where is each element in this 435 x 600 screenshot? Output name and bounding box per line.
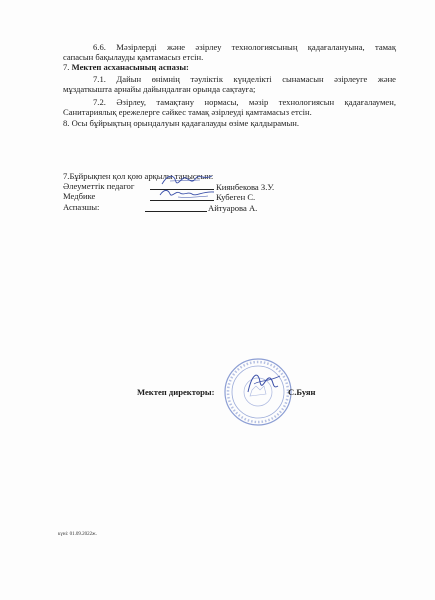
role-label: Медбике [63, 191, 96, 201]
item-7-heading [63, 62, 189, 72]
item-7-2-line2: Санитариялық ережелерге сәйкес тамақ әзірлеуді қамтамасыз етсін. [63, 107, 312, 117]
item-6-6-line1: 6.6. Мәзірлерді және әзірлеу технологиясының қадағалануына, тамақ [93, 42, 396, 52]
acquaintance-heading: 7.Бұйрықпен қол қою арқылы таныссын: [63, 171, 214, 181]
item-8: 8. Осы бұйрықтың орындалуын қадағалауды өзіме қалдырамын. [63, 118, 300, 128]
role-label: Аспазшы: [63, 202, 100, 212]
signature-director [244, 368, 284, 398]
signatory-name: Кубеген С. [216, 192, 256, 202]
acquaintance-row-nurse [63, 191, 95, 201]
signature-nurse [158, 186, 218, 200]
signature-line [145, 203, 207, 212]
acquaintance-row-social-pedagogue [63, 181, 134, 191]
item-7-1-line1: 7.1. Дайын өнімнің тәуліктік күнделікті сынамасын әзірлеуге және [93, 74, 396, 84]
item-7-number: 7. [63, 62, 70, 72]
director-label: Мектеп директоры: [137, 387, 215, 397]
acquaintance-row-cook [63, 202, 99, 212]
role-label: Әлеуметтік педагог [63, 181, 135, 191]
signatory-name: Киянбекова З.У. [216, 182, 275, 192]
item-6-6-line2: сапасын бақылауды қамтамасыз етсін. [63, 52, 204, 62]
item-7-1-line2: мұздаткышта арнайы дайындалған орында сақтауға; [63, 84, 256, 94]
item-7-2-line1: 7.2. Әзірлеу, тамақтану нормасы, мәзір технологиясын қадағалаумен, [93, 97, 396, 107]
director-name: С.Буян [288, 387, 316, 397]
signatory-name: Айтуарова А. [208, 203, 258, 213]
item-7-heading-text: Мектеп асханасының аспазы: [71, 62, 189, 72]
footer-date: күні: 01.09.2022ж. [58, 532, 97, 537]
